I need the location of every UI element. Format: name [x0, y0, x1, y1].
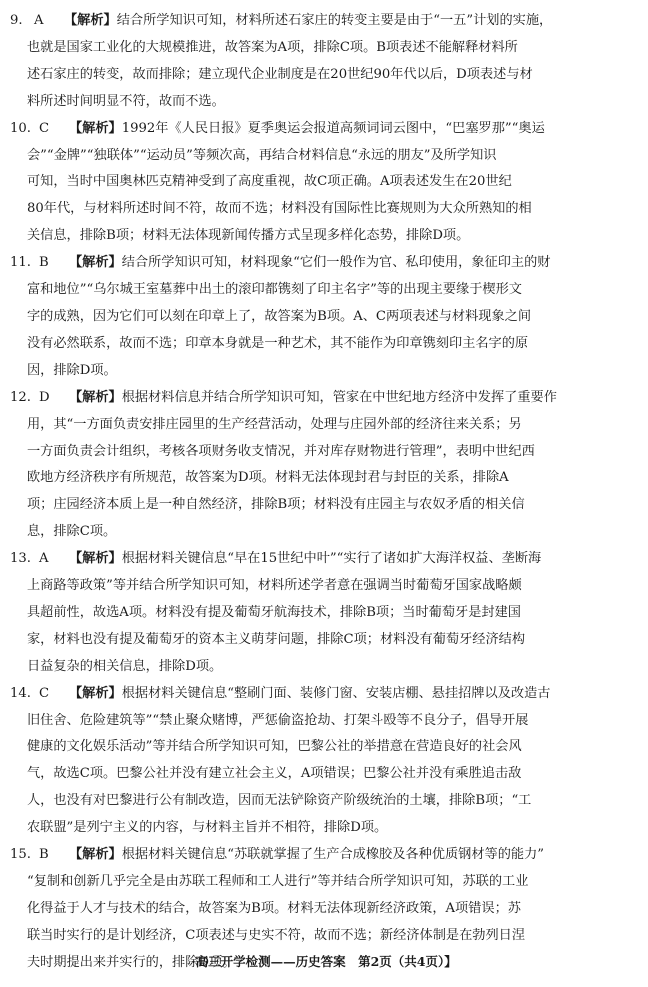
- analysis-tag: 【解析】: [69, 120, 122, 136]
- answer-item-9: [10, 8, 626, 116]
- answer-item-10: [10, 116, 626, 251]
- item-first-line: [10, 250, 626, 277]
- item-text-line: 人，也没有对巴黎进行公有制改造，因而无法铲除资产阶级统治的土壤，排除B项；“工: [27, 793, 532, 809]
- item-text-line: 根据材料关键信息“早在15世纪中叶”“实行了诸如扩大海洋权益、垄断海: [121, 551, 542, 567]
- item-text-line: 没有必然联系，故而不选；印章本身就是一种艺术，其不能作为印章镌刻印主名字的原: [27, 335, 529, 351]
- item-text-line: 健康的文化娱乐活动”等并结合所学知识可知，巴黎公社的举措意在营造良好的社会风: [27, 739, 522, 755]
- item-text-line: 结合所学知识可知，材料现象“它们一般作为官、私印使用，象征印主的财: [121, 255, 551, 271]
- page-footer: ·高三开学检测——历史答案 第2页（共4页）】: [191, 954, 457, 969]
- item-text-line: 可知，当时中国奥林匹克精神受到了高度重视，故C项正确。A项表述发生在20世纪: [27, 174, 512, 190]
- item-text-line: 旧住舍、危险建筑等”“禁止聚众赌博，严惩偷盗抢劫、打架斗殴等不良分子，倡导开展: [27, 712, 529, 728]
- item-text-line: 关信息，排除B项；材料无法体现新闻传播方式呈现多样化态势，排除D项。: [27, 228, 470, 244]
- item-text-line: 根据材料关键信息“整刷门面、装修门窗、安装店棚、悬挂招牌以及改造古: [121, 685, 551, 701]
- item-first-line: [10, 681, 626, 708]
- item-text-line: 80年代，与材料所述时间不符，故而不选；材料没有国际性比赛规则为大众所熟知的相: [27, 201, 532, 217]
- item-text-line: 气，故选C项。巴黎公社并没有建立社会主义，A项错误；巴黎公社并没有乘胜追击敌: [27, 766, 522, 782]
- item-first-line: [10, 842, 626, 869]
- item-text-line: 化得益于人才与技术的结合，故答案为B项。材料无法体现新经济政策，A项错误；苏: [27, 900, 521, 916]
- item-text-line: 夫时期提出来并实行的，排除D项。: [27, 954, 236, 970]
- item-text-line: 富和地位”“乌尔城王室墓葬中出土的滚印都镌刻了印主名字”等的出现主要缘于楔形文: [27, 282, 522, 298]
- item-text-line: 1992年《人民日报》夏季奥运会报道高频词词云图中，“巴塞罗那”“奥运: [121, 120, 545, 136]
- item-text-line: 农联盟”是列宁主义的内容，与材料主旨并不相符，排除D项。: [27, 820, 388, 836]
- item-text-line: 上商路等政策”等并结合所学知识可知，材料所述学者意在强调当时葡萄牙国家战略颇: [27, 578, 522, 594]
- item-text-line: 联当时实行的是计划经济，C项表述与史实不符，故而不选；新经济体制是在勃列日涅: [27, 927, 526, 943]
- item-answer: A: [39, 551, 49, 567]
- answer-item-11: [10, 250, 626, 385]
- item-text-line: 家，材料也没有提及葡萄牙的资本主义萌芽问题，排除C项；材料没有葡萄牙经济结构: [27, 631, 526, 647]
- item-text-line: 根据材料关键信息“苏联就掌握了生产合成橡胶及各种优质钢材等的能力”: [121, 847, 545, 863]
- item-text-line: 料所述时间明显不符，故而不选。: [27, 93, 225, 109]
- item-text-line: 息，排除C项。: [27, 524, 117, 540]
- analysis-tag: 【解析】: [69, 685, 122, 701]
- item-text-line: 具超前性，故选A项。材料没有提及葡萄牙航海技术，排除B项；当时葡萄牙是封建国: [27, 604, 521, 620]
- item-text-line: 用，其“一方面负责安排庄园里的生产经营活动，处理与庄园外部的经济往来关系；另: [27, 416, 522, 432]
- analysis-tag: 【解析】: [64, 13, 117, 28]
- analysis-tag: 【解析】: [69, 847, 122, 863]
- item-first-line: [10, 546, 626, 573]
- answer-item-12: [10, 385, 626, 546]
- item-number: 11.: [10, 255, 31, 271]
- answer-item-13: [10, 546, 626, 681]
- item-text-line: “复制和创新几乎完全是由苏联工程师和工人进行”等并结合所学知识可知，苏联的工业: [27, 874, 529, 889]
- analysis-tag: 【解析】: [69, 551, 122, 567]
- item-text-line: 也就是国家工业化的大规模推进，故答案为A项，排除C项。B项表述不能解释材料所: [27, 39, 518, 55]
- item-first-line: [10, 116, 626, 143]
- item-first-line: [10, 8, 626, 35]
- item-text-line: 字的成熟，因为它们可以刻在印章上了，故答案为B项。A、C两项表述与材料现象之间: [27, 308, 532, 324]
- item-number: 15.: [10, 847, 31, 863]
- item-text-line: 欧地方经济秩序有所规范，故答案为D项。材料无法体现封君与封臣的关系，排除A: [27, 470, 509, 486]
- item-number: 10.: [10, 120, 31, 136]
- item-text-line: 会”“金牌”“独联体”“运动员”等频次高，再结合材料信息“永远的朋友”及所学知识: [27, 147, 497, 163]
- analysis-tag: 【解析】: [69, 255, 122, 271]
- item-answer: B: [39, 847, 49, 863]
- item-answer: C: [39, 120, 50, 136]
- item-text-line: 因，排除D项。: [27, 362, 117, 378]
- item-number: 14.: [10, 685, 31, 701]
- item-text-line: 一方面负责会计组织，考核各项财务收支情况，并对库存财物进行管理”，表明中世纪西: [27, 443, 535, 459]
- item-number: 9.: [10, 13, 23, 28]
- item-text-line: 项；庄园经济本质上是一种自然经济，排除B项；材料没有庄园主与农奴矛盾的相关信: [27, 497, 525, 513]
- analysis-tag: 【解析】: [69, 389, 122, 405]
- item-text-line: 述石家庄的转变，故而排除；建立现代企业制度是在20世纪90年代以后，D项表述与材: [27, 66, 533, 82]
- answer-item-14: [10, 681, 626, 842]
- item-answer: A: [34, 13, 44, 28]
- item-first-line: [10, 385, 626, 412]
- item-text-line: 日益复杂的相关信息，排除D项。: [27, 658, 223, 674]
- item-answer: C: [39, 685, 50, 701]
- item-number: 12.: [10, 389, 31, 405]
- item-answer: B: [39, 255, 49, 271]
- item-text-line: 结合所学知识可知，材料所述石家庄的转变主要是由于“一五”计划的实施，: [116, 13, 553, 28]
- item-answer: D: [39, 389, 50, 405]
- item-number: 13.: [10, 551, 31, 567]
- item-text-line: 根据材料信息并结合所学知识可知，管家在中世纪地方经济中发挥了重要作: [121, 389, 557, 405]
